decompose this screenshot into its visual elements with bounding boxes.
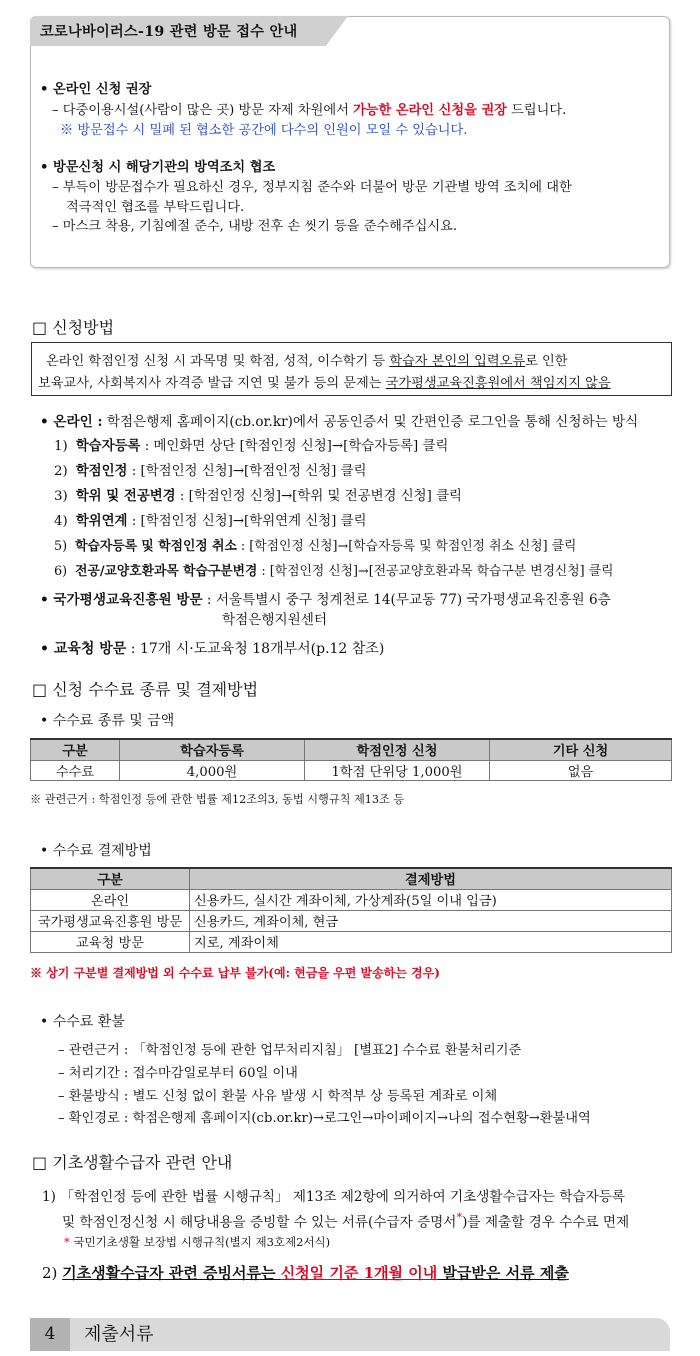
step-text: : 메인화면 상단 [학점인정 신청]→[학습자등록] 클릭 xyxy=(140,439,449,454)
fee-refund-heading: • 수수료 환불 xyxy=(40,1014,125,1030)
section-number: 4 xyxy=(30,1318,70,1351)
basic-line1: 1) 「학점인정 등에 관한 법률 시행규칙」 제13조 제2항에 의거하여 기초생활수급자는 학습자등록 xyxy=(42,1189,626,1205)
notice-s2-line1: – 부득이 방문접수가 필요하신 경우, 정부지침 준수와 더불어 방문 기관별 방역 조치에 대한 xyxy=(52,180,572,195)
method-step xyxy=(54,510,367,529)
refund-line: – 환불방식 : 별도 신청 없이 환불 사유 발생 시 학적부 상 등록된 계좌로 이체 xyxy=(58,1089,498,1104)
method-edu: • 교육청 방문 : 17개 시·도교육청 18개부서(p.12 참조) xyxy=(40,641,385,657)
fee-table-header: 구분 xyxy=(31,739,120,760)
refund-line: – 확인경로 : 학점은행제 홈페이지(cb.or.kr)→로그인→마이페이지→나의 접수현황→환불내역 xyxy=(58,1111,591,1126)
fee-pay-table xyxy=(30,867,672,953)
basic-line2: 및 학점인정신청 시 해당내용을 증빙할 수 있는 서류(수급자 증명서*)를 제출할 경우 수수료 면제 xyxy=(62,1210,630,1231)
step-number: 5) xyxy=(54,539,68,554)
step-text: : [학점인정 신청]→[학습자등록 및 학점인정 취소 신청] 클릭 xyxy=(236,539,577,554)
method-online: • 온라인 : 학점은행제 홈페이지(cb.or.kr)에서 공동인증서 및 간편인증 로그인을 통해 신청하는 방식 xyxy=(40,414,639,430)
notice-title: 코로나바이러스-19 관련 방문 접수 안내 xyxy=(40,24,298,40)
step-label: 학점인정 xyxy=(75,463,128,479)
fee-table-cell: 수수료 xyxy=(31,760,120,780)
step-text: : [학점인정 신청]→[전공교양호환과목 학습구분 변경신청] 클릭 xyxy=(257,564,614,579)
method-step xyxy=(54,460,367,479)
pay-table-header: 결제방법 xyxy=(190,868,672,889)
pay-table-cell: 지로, 계좌이체 xyxy=(190,931,672,952)
pay-table-cell: 신용카드, 계좌이체, 현금 xyxy=(190,910,672,931)
method-heading: □ 신청방법 xyxy=(32,318,115,337)
fee-note: ※ 관련근거 : 학점인정 등에 관한 법률 제12조의3, 동법 시행규칙 제13조 등 xyxy=(30,793,405,806)
step-number: 4) xyxy=(54,514,68,529)
notice-s1-line2: ※ 방문접수 시 밀폐 된 협소한 공간에 다수의 인원이 모일 수 있습니다. xyxy=(60,123,468,138)
notice-s2-heading: • 방문신청 시 해당기관의 방역조치 협조 xyxy=(40,160,276,175)
basic-line3: 2) 기초생활수급자 관련 증빙서류는 신청일 기준 1개월 이내 발급받은 서류 제출 xyxy=(42,1264,569,1282)
pay-table-cell: 온라인 xyxy=(31,889,190,910)
refund-line: – 처리기간 : 접수마감일로부터 60일 이내 xyxy=(58,1066,298,1081)
fee-kinds-heading: • 수수료 종류 및 금액 xyxy=(40,713,175,729)
step-label: 학습자등록 및 학점인정 취소 xyxy=(75,539,237,554)
step-label: 학위연계 xyxy=(75,513,128,529)
pay-table-header: 구분 xyxy=(31,868,190,889)
fee-table-header: 기타 신청 xyxy=(490,739,672,760)
refund-line: – 관련근거 : 「학점인정 등에 관한 업무처리지침」 [별표2] 수수료 환불처리기준 xyxy=(58,1043,522,1058)
fee-table-cell: 없음 xyxy=(490,760,672,780)
fee-table-cell: 1학점 단위당 1,000원 xyxy=(305,760,490,780)
method-box-line1: 온라인 학점인정 신청 시 과목명 및 학점, 성적, 이수학기 등 학습자 본인의 입력오류로 인한 xyxy=(46,354,568,369)
fee-pay-heading: • 수수료 결제방법 xyxy=(40,843,152,859)
fee-pay-warning: ※ 상기 구분별 결제방법 외 수수료 납부 불가(예: 현금을 우편 발송하는 경우) xyxy=(30,966,440,980)
step-label: 전공/교양호환과목 학습구분변경 xyxy=(75,564,258,579)
method-visit: • 국가평생교육진흥원 방문 : 서울특별시 중구 청계천로 14(무교동 77) 국가평생교육진흥원 6층 xyxy=(40,592,611,608)
section-title: 제출서류 xyxy=(84,1324,154,1345)
fee-table-header: 학습자등록 xyxy=(120,739,305,760)
notice-s2-line2: 적극적인 협조를 부탁드립니다. xyxy=(66,200,245,215)
pay-table-cell: 국가평생교육진흥원 방문 xyxy=(31,910,190,931)
step-text: : [학점인정 신청]→[학위연계 신청] 클릭 xyxy=(127,514,367,529)
step-label: 학위 및 전공변경 xyxy=(75,488,176,504)
fee-table-cell: 4,000원 xyxy=(120,760,305,780)
step-text: : [학점인정 신청]→[학점인정 신청] 클릭 xyxy=(127,464,367,479)
step-number: 6) xyxy=(54,564,68,579)
step-text: : [학점인정 신청]→[학위 및 전공변경 신청] 클릭 xyxy=(175,489,462,504)
step-number: 1) xyxy=(54,439,68,454)
basic-footnote: * 국민기초생활 보장법 시행규칙(별지 제3호제2서식) xyxy=(64,1235,331,1249)
notice-s2-line3: – 마스크 착용, 기침예절 준수, 내방 전후 손 씻기 등을 준수해주십시요. xyxy=(52,219,458,234)
step-number: 2) xyxy=(54,464,68,479)
step-label: 학습자등록 xyxy=(75,438,141,454)
method-step xyxy=(54,560,613,579)
pay-table-cell: 교육청 방문 xyxy=(31,931,190,952)
method-visit-line2: 학점은행지원센터 xyxy=(222,612,328,628)
fee-kinds-table xyxy=(30,738,672,781)
method-box-line2: 보육교사, 사회복지사 자격증 발급 지연 및 불가 등의 문제는 국가평생교육진흥원에서 책임지지 않음 xyxy=(38,376,611,391)
method-step xyxy=(54,485,462,504)
pay-table-cell: 신용카드, 실시간 계좌이체, 가상계좌(5일 이내 입금) xyxy=(190,889,672,910)
step-number: 3) xyxy=(54,489,68,504)
notice-s1-line1: – 다중이용시설(사람이 많은 곳) 방문 자제 차원에서 가능한 온라인 신청을 권장 드립니다. xyxy=(52,103,567,118)
notice-s1-heading: • 온라인 신청 권장 xyxy=(40,82,152,97)
method-step xyxy=(54,535,576,554)
method-step xyxy=(54,435,448,454)
basic-heading: □ 기초생활수급자 관련 안내 xyxy=(32,1153,233,1172)
fee-heading: □ 신청 수수료 종류 및 결제방법 xyxy=(32,680,259,699)
fee-table-header: 학점인정 신청 xyxy=(305,739,490,760)
